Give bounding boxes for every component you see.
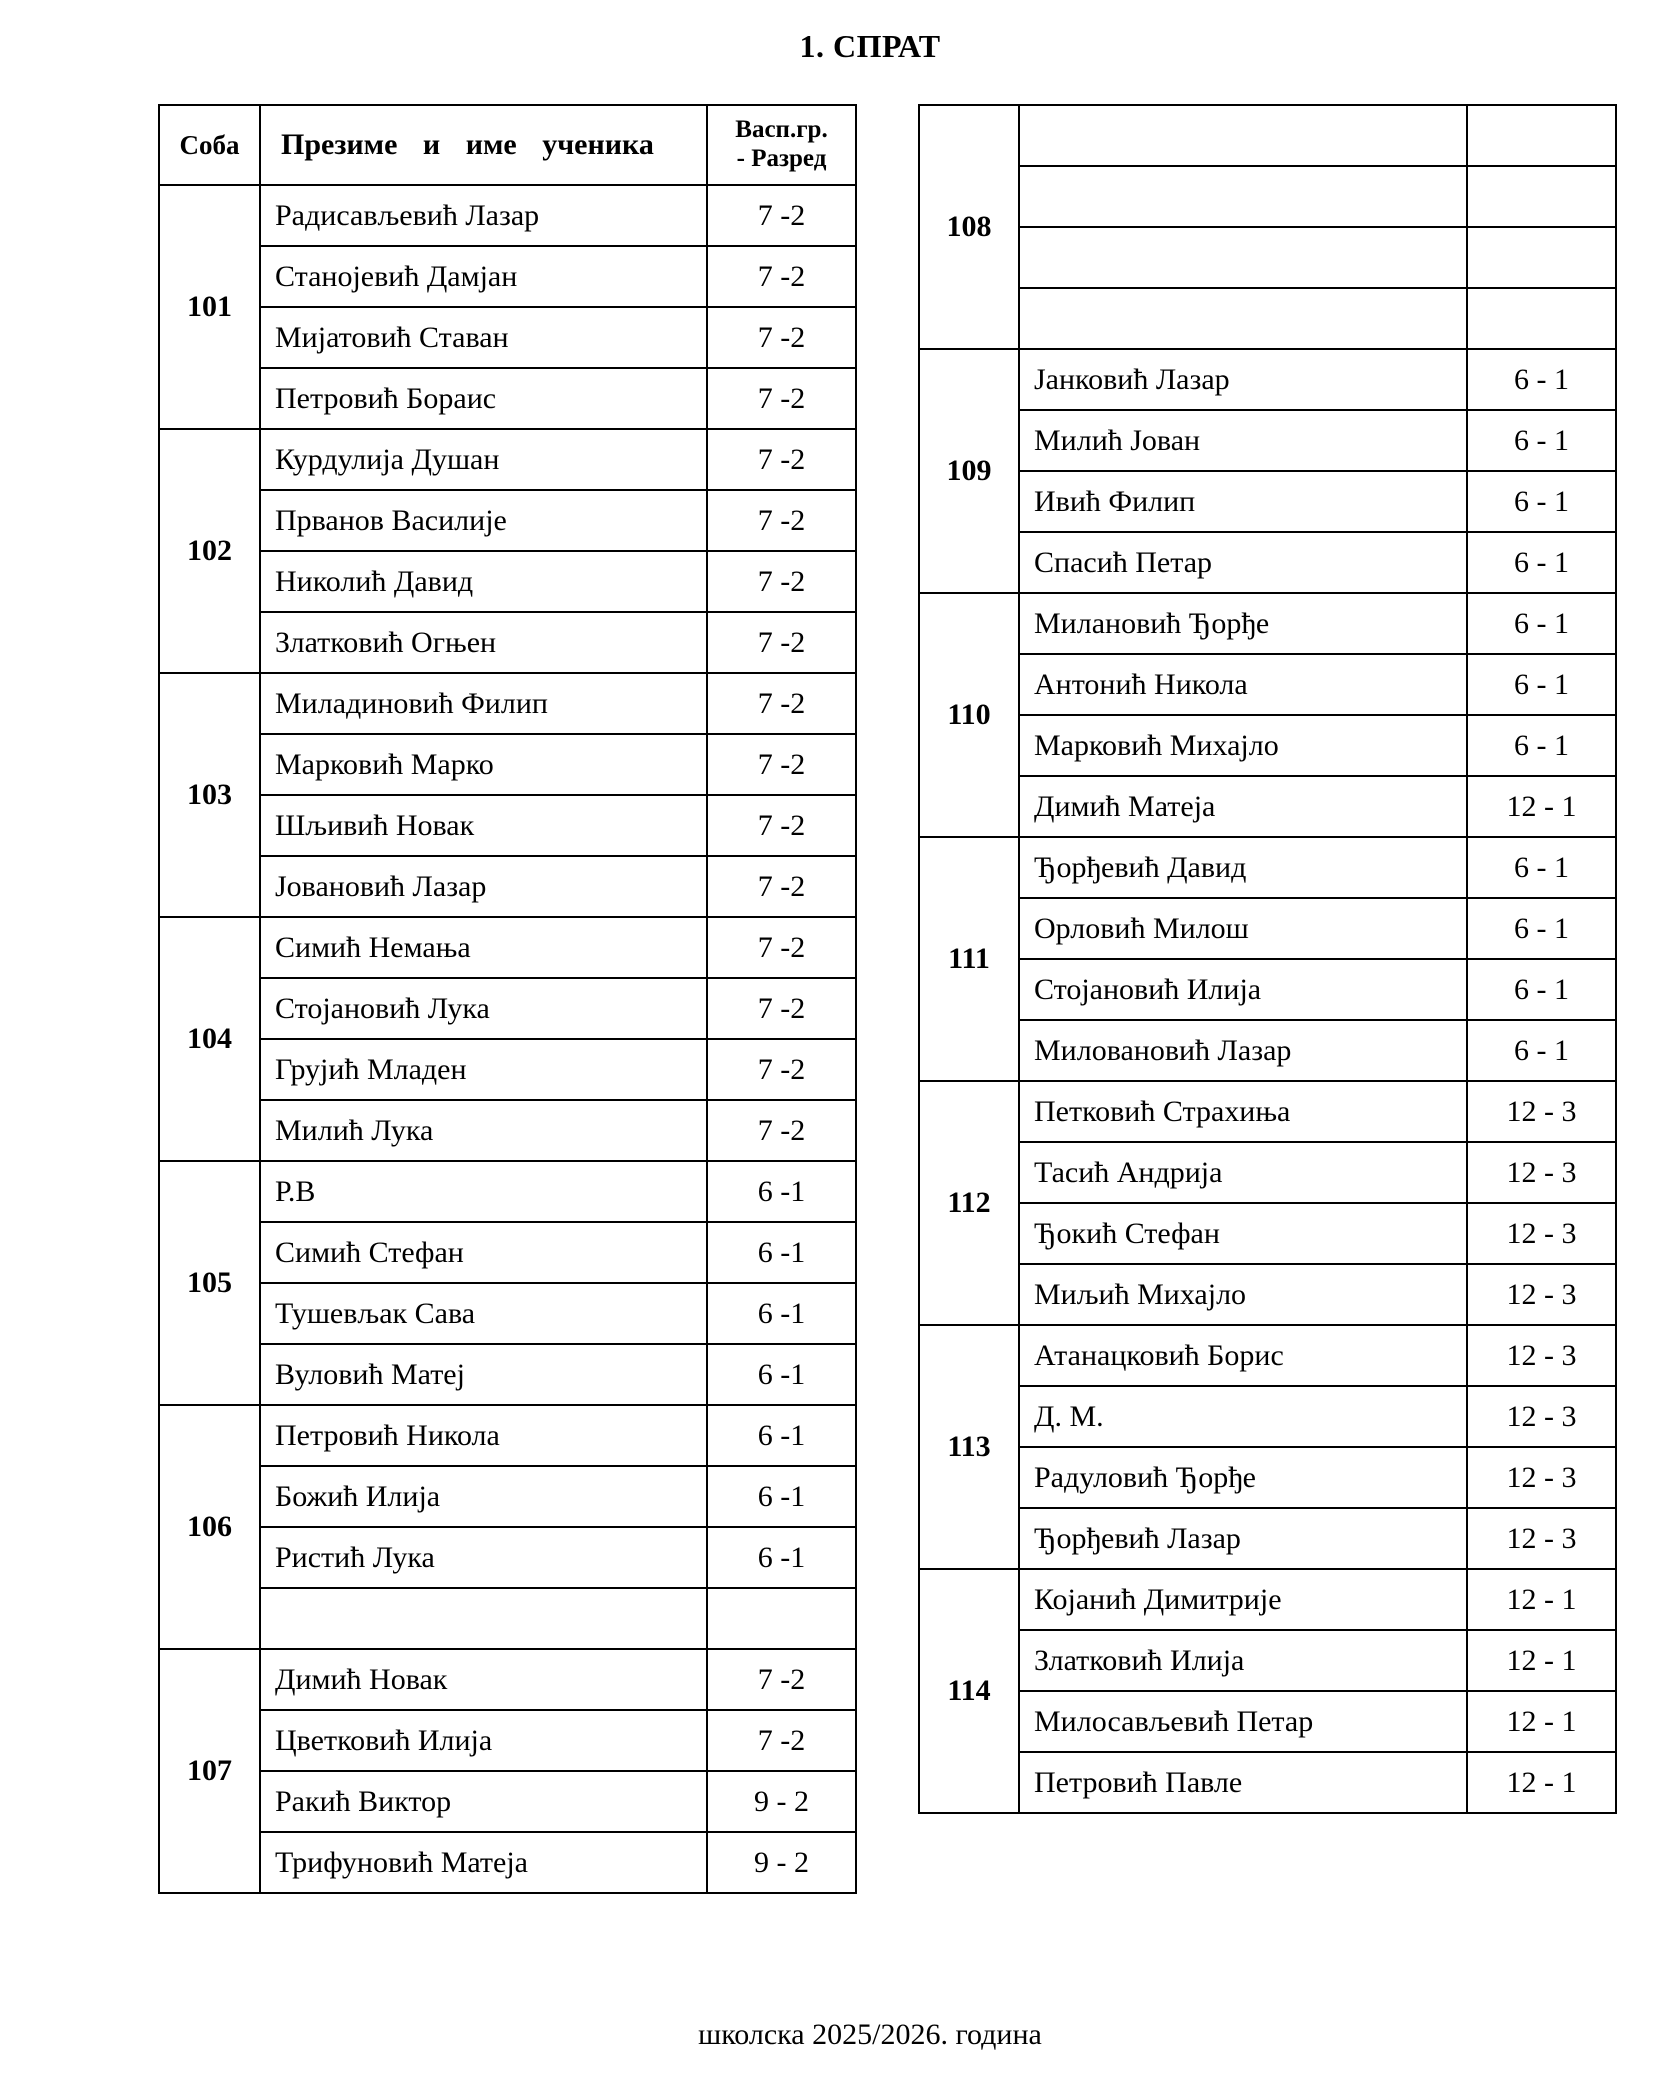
room-number: 102 <box>159 429 260 673</box>
student-grade <box>1467 288 1616 349</box>
table-row <box>159 368 856 429</box>
table-row <box>159 795 856 856</box>
student-name: Радисављевић Лазар <box>260 185 707 246</box>
header-room: Соба <box>159 105 260 185</box>
room-number: 101 <box>159 185 260 429</box>
table-row <box>919 1508 1616 1569</box>
student-grade: 7 -2 <box>707 429 856 490</box>
table-row <box>159 551 856 612</box>
student-grade: 6 - 1 <box>1467 1020 1616 1081</box>
student-name: Тушевљак Сава <box>260 1283 707 1344</box>
student-name: Спасић Петар <box>1019 532 1467 593</box>
student-grade: 12 - 1 <box>1467 1752 1616 1813</box>
student-grade: 6 -1 <box>707 1405 856 1466</box>
student-grade <box>1467 166 1616 227</box>
student-grade: 6 - 1 <box>1467 654 1616 715</box>
table-row <box>159 1588 856 1649</box>
table-row <box>919 959 1616 1020</box>
table-row <box>919 1264 1616 1325</box>
student-name: Милановић Ђорђе <box>1019 593 1467 654</box>
student-name: Ђокић Стефан <box>1019 1203 1467 1264</box>
student-name: Милосављевић Петар <box>1019 1691 1467 1752</box>
student-name: Петровић Бораис <box>260 368 707 429</box>
student-name: Грујић Младен <box>260 1039 707 1100</box>
header-grade-line1: Васп.гр. <box>735 116 828 144</box>
left-table-body <box>159 185 856 1893</box>
student-grade: 6 - 1 <box>1467 471 1616 532</box>
table-row <box>919 654 1616 715</box>
student-grade: 12 - 3 <box>1467 1325 1616 1386</box>
table-row <box>159 1649 856 1710</box>
table-row <box>919 1386 1616 1447</box>
student-name: Тасић Андрија <box>1019 1142 1467 1203</box>
school-year-footer: школска 2025/2026. година <box>698 2018 1042 2051</box>
student-name: Петровић Павле <box>1019 1752 1467 1813</box>
student-grade: 7 -2 <box>707 246 856 307</box>
student-name: Ристић Лука <box>260 1527 707 1588</box>
table-row <box>159 612 856 673</box>
room-table-left <box>158 104 857 1894</box>
table-row <box>919 1569 1616 1630</box>
student-name <box>260 1588 707 1649</box>
student-grade: 6 -1 <box>707 1283 856 1344</box>
room-number: 110 <box>919 593 1019 837</box>
room-table-right <box>918 104 1617 1814</box>
table-header-row <box>159 105 856 185</box>
room-number: 111 <box>919 837 1019 1081</box>
student-name: Димић Новак <box>260 1649 707 1710</box>
student-grade <box>707 1588 856 1649</box>
student-grade: 12 - 3 <box>1467 1386 1616 1447</box>
table-row <box>159 1771 856 1832</box>
student-name: Милић Лука <box>260 1100 707 1161</box>
room-number: 108 <box>919 105 1019 349</box>
table-row <box>159 734 856 795</box>
student-grade: 7 -2 <box>707 1039 856 1100</box>
room-number: 105 <box>159 1161 260 1405</box>
header-grade-line2: - Разред <box>736 145 827 172</box>
student-grade <box>1467 105 1616 166</box>
room-number: 112 <box>919 1081 1019 1325</box>
table-row <box>919 1081 1616 1142</box>
student-name: Орловић Милош <box>1019 898 1467 959</box>
table-row <box>919 227 1616 288</box>
student-name: Симић Стефан <box>260 1222 707 1283</box>
student-name: Шљивић Новак <box>260 795 707 856</box>
table-row <box>159 307 856 368</box>
table-row <box>159 429 856 490</box>
table-row <box>919 776 1616 837</box>
student-name: Јовановић Лазар <box>260 856 707 917</box>
table-row <box>159 856 856 917</box>
table-row <box>159 185 856 246</box>
room-number: 114 <box>919 1569 1019 1813</box>
student-grade: 7 -2 <box>707 185 856 246</box>
student-grade: 6 - 1 <box>1467 410 1616 471</box>
student-grade: 6 -1 <box>707 1344 856 1405</box>
table-row <box>159 1832 856 1893</box>
student-name: Вуловић Матеј <box>260 1344 707 1405</box>
table-row <box>159 1039 856 1100</box>
header-grade <box>707 105 856 185</box>
student-grade: 6 -1 <box>707 1161 856 1222</box>
table-row <box>919 349 1616 410</box>
student-name: Јанковић Лазар <box>1019 349 1467 410</box>
student-grade: 12 - 3 <box>1467 1264 1616 1325</box>
table-row <box>159 1100 856 1161</box>
student-name: Златковић Илија <box>1019 1630 1467 1691</box>
student-name: Милић Јован <box>1019 410 1467 471</box>
right-table-body <box>919 105 1616 1813</box>
student-grade: 6 -1 <box>707 1527 856 1588</box>
student-name: Петковић Страхиња <box>1019 1081 1467 1142</box>
room-number: 103 <box>159 673 260 917</box>
student-name: Атанацковић Борис <box>1019 1325 1467 1386</box>
student-name <box>1019 105 1467 166</box>
student-name: Златковић Огњен <box>260 612 707 673</box>
student-grade: 12 - 3 <box>1467 1142 1616 1203</box>
student-name: Стојановић Илија <box>1019 959 1467 1020</box>
student-grade: 12 - 1 <box>1467 1691 1616 1752</box>
table-row <box>919 105 1616 166</box>
table-row <box>159 1710 856 1771</box>
table-row <box>919 593 1616 654</box>
table-row <box>919 715 1616 776</box>
student-grade: 12 - 1 <box>1467 1569 1616 1630</box>
table-row <box>159 1466 856 1527</box>
table-row <box>919 288 1616 349</box>
table-row <box>159 246 856 307</box>
student-name: Ђорђевић Лазар <box>1019 1508 1467 1569</box>
student-grade: 7 -2 <box>707 1100 856 1161</box>
student-name <box>1019 227 1467 288</box>
student-grade: 12 - 1 <box>1467 1630 1616 1691</box>
room-number: 106 <box>159 1405 260 1649</box>
student-grade: 6 - 1 <box>1467 715 1616 776</box>
student-grade: 7 -2 <box>707 1710 856 1771</box>
student-grade: 12 - 1 <box>1467 776 1616 837</box>
table-row <box>159 1283 856 1344</box>
table-row <box>159 917 856 978</box>
student-name: Миладиновић Филип <box>260 673 707 734</box>
student-grade: 7 -2 <box>707 307 856 368</box>
table-row <box>919 1630 1616 1691</box>
student-grade: 7 -2 <box>707 917 856 978</box>
table-row <box>919 1142 1616 1203</box>
table-row <box>919 410 1616 471</box>
student-name: Којанић Димитрије <box>1019 1569 1467 1630</box>
student-name: Петровић Никола <box>260 1405 707 1466</box>
student-grade: 6 - 1 <box>1467 898 1616 959</box>
student-grade: 12 - 3 <box>1467 1081 1616 1142</box>
student-name: Симић Немања <box>260 917 707 978</box>
page-title: 1. СПРАТ <box>799 28 941 64</box>
table-row <box>919 1203 1616 1264</box>
student-name: Прванов Василије <box>260 490 707 551</box>
student-name: Марковић Михајло <box>1019 715 1467 776</box>
room-number: 107 <box>159 1649 260 1893</box>
student-grade: 7 -2 <box>707 612 856 673</box>
student-grade: 7 -2 <box>707 551 856 612</box>
table-row <box>159 1527 856 1588</box>
student-name: Марковић Марко <box>260 734 707 795</box>
table-row <box>919 1752 1616 1813</box>
student-name: Мијатовић Ставан <box>260 307 707 368</box>
student-name: Божић Илија <box>260 1466 707 1527</box>
table-row <box>159 1222 856 1283</box>
table-row <box>159 978 856 1039</box>
table-row <box>159 673 856 734</box>
student-name: Миљић Михајло <box>1019 1264 1467 1325</box>
student-grade: 7 -2 <box>707 490 856 551</box>
student-grade: 6 - 1 <box>1467 349 1616 410</box>
student-name: Ивић Филип <box>1019 471 1467 532</box>
student-name: Станојевић Дамјан <box>260 246 707 307</box>
student-name: Антонић Никола <box>1019 654 1467 715</box>
student-grade: 7 -2 <box>707 795 856 856</box>
student-name: Курдулија Душан <box>260 429 707 490</box>
student-name: Миловановић Лазар <box>1019 1020 1467 1081</box>
table-row <box>159 1405 856 1466</box>
student-name: Николић Давид <box>260 551 707 612</box>
student-grade: 12 - 3 <box>1467 1447 1616 1508</box>
student-name <box>1019 166 1467 227</box>
student-grade: 6 -1 <box>707 1222 856 1283</box>
student-grade: 6 -1 <box>707 1466 856 1527</box>
room-number: 109 <box>919 349 1019 593</box>
student-grade: 7 -2 <box>707 978 856 1039</box>
student-grade: 9 - 2 <box>707 1771 856 1832</box>
room-number: 104 <box>159 917 260 1161</box>
student-name: Д. М. <box>1019 1386 1467 1447</box>
table-row <box>919 1020 1616 1081</box>
student-name: Цветковић Илија <box>260 1710 707 1771</box>
student-grade: 7 -2 <box>707 734 856 795</box>
student-name: Трифуновић Матеја <box>260 1832 707 1893</box>
student-grade: 6 - 1 <box>1467 837 1616 898</box>
student-grade: 12 - 3 <box>1467 1203 1616 1264</box>
student-name: Димић Матеја <box>1019 776 1467 837</box>
table-row <box>919 1325 1616 1386</box>
table-row <box>919 532 1616 593</box>
header-name: Презиме и име ученика <box>260 105 707 185</box>
student-grade: 7 -2 <box>707 673 856 734</box>
student-grade: 9 - 2 <box>707 1832 856 1893</box>
student-grade <box>1467 227 1616 288</box>
table-row <box>919 898 1616 959</box>
student-name: Радуловић Ђорђе <box>1019 1447 1467 1508</box>
table-row <box>919 1691 1616 1752</box>
table-row <box>159 1344 856 1405</box>
student-grade: 7 -2 <box>707 368 856 429</box>
student-grade: 7 -2 <box>707 856 856 917</box>
table-row <box>919 837 1616 898</box>
student-grade: 6 - 1 <box>1467 532 1616 593</box>
student-grade: 12 - 3 <box>1467 1508 1616 1569</box>
student-grade: 6 - 1 <box>1467 593 1616 654</box>
student-grade: 7 -2 <box>707 1649 856 1710</box>
student-name: Стојановић Лука <box>260 978 707 1039</box>
student-grade: 6 - 1 <box>1467 959 1616 1020</box>
table-row <box>159 1161 856 1222</box>
table-row <box>919 166 1616 227</box>
student-name: Ђорђевић Давид <box>1019 837 1467 898</box>
student-name: Р.В <box>260 1161 707 1222</box>
table-row <box>919 1447 1616 1508</box>
student-name <box>1019 288 1467 349</box>
table-row <box>159 490 856 551</box>
room-number: 113 <box>919 1325 1019 1569</box>
table-row <box>919 471 1616 532</box>
student-name: Ракић Виктор <box>260 1771 707 1832</box>
